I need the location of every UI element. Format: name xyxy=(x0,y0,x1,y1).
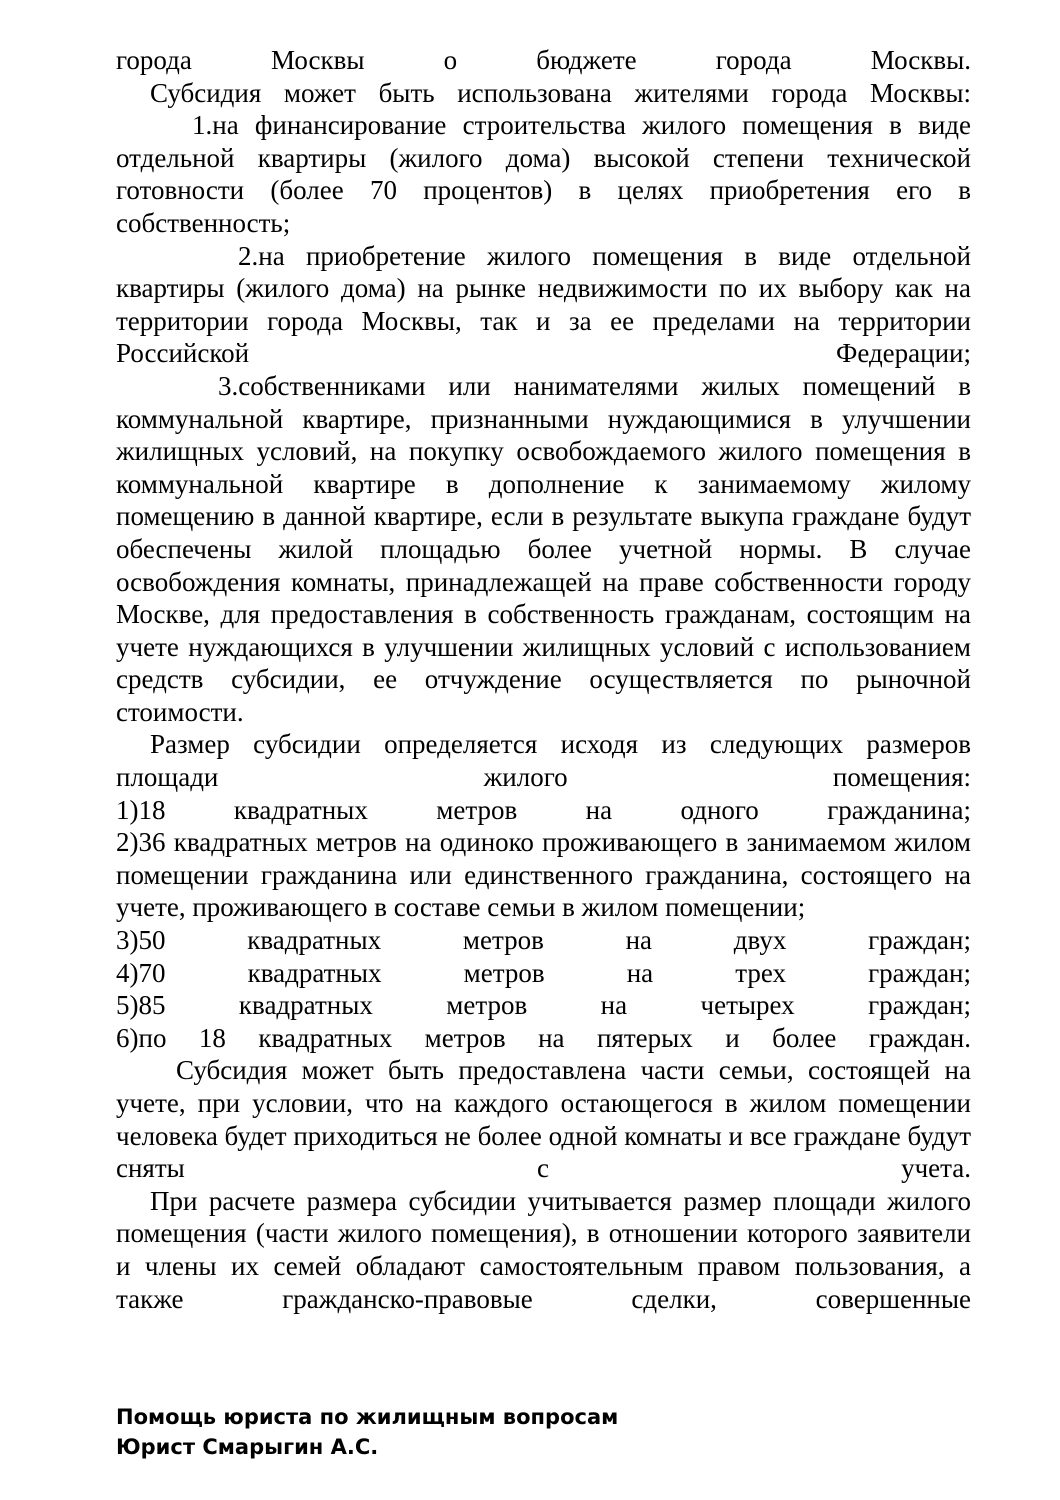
size-item-1: 1)18 квадратных метров на одного гражданина; xyxy=(116,794,971,825)
size-item-2: 2)36 квадратных метров на одиноко проживающего в занимаемом жилом помещении гражданина или единственного гражданина, состоящего на учете, проживающего в составе семьи в жилом помещении; xyxy=(116,827,971,923)
size-item-3: 3)50 квадратных метров на двух граждан; xyxy=(116,925,971,956)
document-body xyxy=(116,44,971,1315)
paragraph-calculation: При расчете размера субсидии учитывается размер площади жилого помещения (части жилого помещения), в отношении которого заявители и члены их семей обладают самостоятельным правом пользования, а также гражданско-правовые сделки, совершенные xyxy=(116,1185,971,1314)
paragraph-family-part: Субсидия может быть предоставлена части семьи, состоящей на учете, при условии, что на каждого остающегося в жилом помещении человека будет приходиться не более одной комнаты и все граждане будут сняты с учета. xyxy=(116,1055,971,1184)
size-item-5: 5)85 квадратных метров на четырех граждан; xyxy=(116,990,971,1021)
list-item-construction-financing: 1.на финансирование строительства жилого помещения в виде отдельной квартиры (жилого дома) высокой степени технической готовности (более 70 процентов) в целях приобретения его в собственность; xyxy=(116,110,971,238)
size-item-6: 6)по 18 квадратных метров на пятерых и более граждан. xyxy=(116,1022,971,1053)
footer-service-title: Помощь юриста по жилищным вопросам xyxy=(116,1405,619,1429)
paragraph-budget-reference: города Москвы о бюджете города Москвы. xyxy=(116,45,971,75)
footer xyxy=(116,1402,618,1462)
paragraph-subsidy-usage-intro: Субсидия может быть использована жителями города Москвы: xyxy=(150,77,971,108)
size-item-4: 4)70 квадратных метров на трех граждан; xyxy=(116,957,971,988)
paragraph-subsidy-size-intro: Размер субсидии определяется исходя из следующих размеров площади жилого помещения: xyxy=(116,729,971,793)
list-item-purchase-on-market: 2.на приобретение жилого помещения в виде отдельной квартиры (жилого дома) на рынке недвижимости по их выбору как на территории города Москвы, так и за ее пределами на территории Российской Федерации; xyxy=(116,240,971,369)
footer-lawyer-name: Юрист Смарыгин А.С. xyxy=(116,1435,379,1459)
list-item-communal-apartment: 3.собственниками или нанимателями жилых помещений в коммунальной квартире, признанными нуждающимися в улучшении жилищных условий, на покупку освобождаемого жилого помещения в коммунальной квартире в дополнение к занимаемому жилому помещению в данной квартире, если в результате выкупа граждане будут обеспечены жилой площадью более учетной нормы. В случае освобождения комнаты, принадлежащей на праве собственности городу Москве, для предоставления в собственность гражданам, состоящим на учете нуждающихся в улучшении жилищных условий с использованием средств субсидии, ее отчуждение осуществляется по рыночной стоимости. xyxy=(116,370,971,727)
